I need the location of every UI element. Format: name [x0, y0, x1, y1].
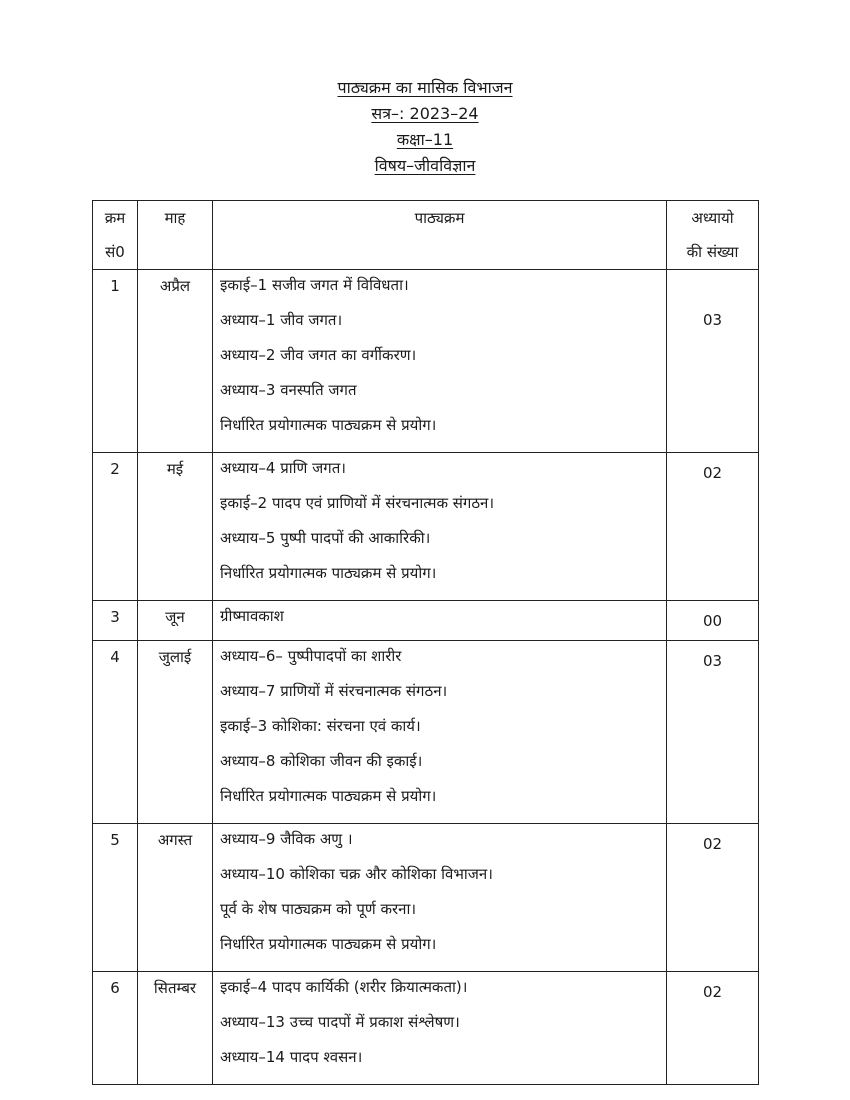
syllabus-line: अध्याय–6– पुष्पीपादपों का शारीर: [220, 647, 402, 665]
syllabus-cell: [213, 641, 667, 824]
class-heading: कक्षा–11: [396, 130, 454, 149]
month-cell: जून: [138, 601, 213, 641]
month-cell: अगस्त: [138, 824, 213, 972]
syllabus-line: इकाई–1 सजीव जगत में विविधता।: [220, 276, 409, 294]
syllabus-column-header: पाठ्यक्रम: [213, 201, 667, 270]
serial-cell: 2: [93, 453, 138, 601]
month-cell: अप्रैल: [138, 270, 213, 453]
syllabus-cell: [213, 824, 667, 972]
chapter-count-cell: 03: [667, 270, 759, 453]
chapter-count-cell: 02: [667, 453, 759, 601]
session-heading: सत्र–: 2023–24: [371, 104, 479, 123]
serial-cell: 1: [93, 270, 138, 453]
syllabus-line: इकाई–3 कोशिका: संरचना एवं कार्य।: [220, 717, 421, 735]
syllabus-line: अध्याय–8 कोशिका जीवन की इकाई।: [220, 752, 423, 770]
syllabus-line: अध्याय–3 वनस्पति जगत: [220, 381, 357, 399]
serial-column-header: क्रम सं0: [93, 201, 138, 270]
syllabus-cell: [213, 601, 667, 641]
serial-cell: 5: [93, 824, 138, 972]
serial-cell: 3: [93, 601, 138, 641]
syllabus-line: अध्याय–14 पादप श्वसन।: [220, 1048, 363, 1066]
table-row: [93, 824, 759, 972]
chapter-count-cell: 02: [667, 824, 759, 972]
syllabus-line: निर्धारित प्रयोगात्मक पाठ्यक्रम से प्रयोग।: [220, 564, 437, 582]
syllabus-line: अध्याय–7 प्राणियों में संरचनात्मक संगठन।: [220, 682, 448, 700]
syllabus-line: अध्याय–4 प्राणि जगत।: [220, 459, 346, 477]
chapter-count-cell: 02: [667, 972, 759, 1085]
syllabus-line: निर्धारित प्रयोगात्मक पाठ्यक्रम से प्रयोग।: [220, 787, 437, 805]
syllabus-cell: [213, 972, 667, 1085]
table-row: [93, 601, 759, 641]
syllabus-line: ग्रीष्मावकाश: [220, 607, 284, 625]
syllabus-line: अध्याय–2 जीव जगत का वर्गीकरण।: [220, 346, 417, 364]
syllabus-line: निर्धारित प्रयोगात्मक पाठ्यक्रम से प्रयोग।: [220, 416, 437, 434]
serial-cell: 4: [93, 641, 138, 824]
month-column-header: माह: [138, 201, 213, 270]
month-cell: सितम्बर: [138, 972, 213, 1085]
table-header-row: [93, 201, 759, 270]
syllabus-line: अध्याय–9 जैविक अणु ।: [220, 830, 353, 848]
syllabus-line: पूर्व के शेष पाठ्यक्रम को पूर्ण करना।: [220, 900, 417, 918]
month-cell: जुलाई: [138, 641, 213, 824]
chapter-count-cell: 03: [667, 641, 759, 824]
subject-heading: विषय–जीवविज्ञान: [374, 156, 476, 175]
syllabus-line: अध्याय–1 जीव जगत।: [220, 311, 343, 329]
syllabus-line: निर्धारित प्रयोगात्मक पाठ्यक्रम से प्रयोग।: [220, 935, 437, 953]
month-cell: मई: [138, 453, 213, 601]
syllabus-line: अध्याय–5 पुष्पी पादपों की आकारिकी।: [220, 529, 431, 547]
syllabus-table: [92, 200, 759, 1085]
syllabus-line: इकाई–4 पादप कार्यिकी (शरीर क्रियात्मकता)।: [220, 978, 468, 996]
serial-cell: 6: [93, 972, 138, 1085]
table-row: [93, 270, 759, 453]
table-row: [93, 641, 759, 824]
table-row: [93, 972, 759, 1085]
table-row: [93, 453, 759, 601]
syllabus-cell: [213, 270, 667, 453]
syllabus-line: अध्याय–10 कोशिका चक्र और कोशिका विभाजन।: [220, 865, 493, 883]
chapters-column-header: अध्यायो की संख्या: [667, 201, 759, 270]
syllabus-line: अध्याय–13 उच्च पादपों में प्रकाश संश्लेषण।: [220, 1013, 460, 1031]
chapter-count-cell: 00: [667, 601, 759, 641]
syllabus-cell: [213, 453, 667, 601]
syllabus-line: इकाई–2 पादप एवं प्राणियों में संरचनात्मक संगठन।: [220, 494, 495, 512]
document-title: पाठ्यक्रम का मासिक विभाजन: [337, 78, 513, 97]
